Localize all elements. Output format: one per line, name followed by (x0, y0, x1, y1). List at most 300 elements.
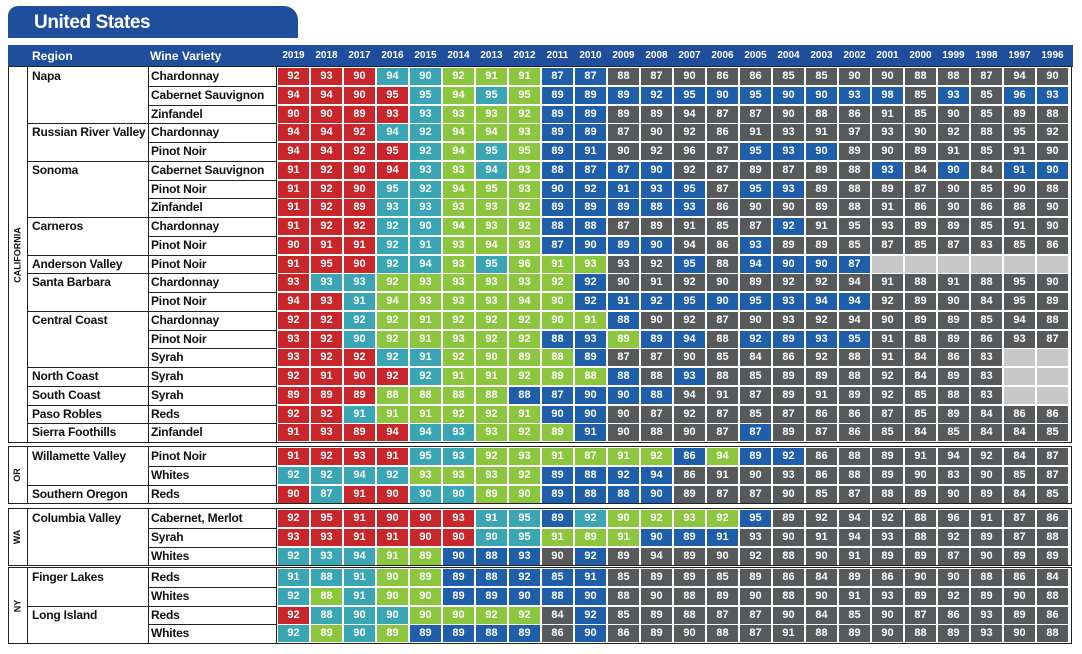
score-cell: 92 (509, 607, 540, 624)
score-cell: 87 (641, 349, 672, 366)
score-cell: 92 (1037, 124, 1068, 141)
variety-label: Zinfandel (151, 200, 203, 215)
score-cell: 93 (443, 331, 474, 348)
score-cell: 90 (773, 529, 804, 546)
score-cell: 89 (839, 569, 870, 586)
score-cell: 90 (377, 510, 408, 527)
score-cell: 90 (806, 143, 837, 160)
score-cell: 88 (542, 331, 573, 348)
score-cell: 94 (443, 218, 474, 235)
score-cell: 91 (839, 548, 870, 565)
score-cell: 90 (872, 143, 903, 160)
year-header-2011: 2011 (546, 50, 569, 61)
score-cell: 89 (575, 199, 606, 216)
score-cell: 88 (971, 274, 1002, 291)
score-cell: 94 (311, 124, 342, 141)
score-cell: 91 (542, 529, 573, 546)
year-header-2013: 2013 (480, 50, 503, 61)
score-cell: 93 (278, 274, 309, 291)
score-cell: 85 (773, 68, 804, 85)
score-cell: 91 (806, 218, 837, 235)
year-header-2014: 2014 (447, 50, 470, 61)
score-cell: 89 (344, 199, 375, 216)
score-cell: 85 (1004, 467, 1035, 484)
score-cell: 89 (1037, 293, 1068, 310)
score-cell: 93 (806, 331, 837, 348)
score-cell: 91 (344, 510, 375, 527)
score-cell: 93 (476, 293, 507, 310)
score-cell: 87 (707, 143, 738, 160)
score-cell: 88 (839, 199, 870, 216)
score-cell: 91 (344, 406, 375, 423)
score-cell: 88 (707, 331, 738, 348)
score-cell: 93 (872, 162, 903, 179)
score-cell: 93 (443, 106, 474, 123)
score-cell: 93 (443, 467, 474, 484)
score-cell: 90 (773, 87, 804, 104)
score-cell: 85 (608, 569, 639, 586)
score-cell: 87 (971, 68, 1002, 85)
score-cell: 93 (773, 293, 804, 310)
score-cell: 88 (1037, 625, 1068, 642)
score-cell: 92 (740, 331, 771, 348)
score-cell: 94 (377, 162, 408, 179)
variety-label: Whites (151, 626, 190, 641)
score-cell: 89 (443, 588, 474, 605)
score-cell: 91 (278, 162, 309, 179)
score-cell: 91 (707, 467, 738, 484)
score-cell: 92 (377, 218, 408, 235)
score-cell: 86 (707, 199, 738, 216)
score-cell: 94 (476, 124, 507, 141)
score-cell: 83 (971, 237, 1002, 254)
variety-label: Chardonnay (151, 125, 220, 140)
score-cell: 93 (311, 548, 342, 565)
score-cell: 91 (410, 406, 441, 423)
region-label: Paso Robles (32, 406, 102, 421)
score-cell: 86 (707, 124, 738, 141)
score-cell: 89 (344, 387, 375, 404)
score-cell: 88 (905, 625, 936, 642)
score-cell: 85 (938, 424, 969, 441)
score-cell: 87 (938, 548, 969, 565)
region-label: Russian River Valley (32, 125, 146, 140)
score-cell: 90 (938, 162, 969, 179)
variety-label: Zinfandel (151, 425, 203, 440)
score-cell: 90 (410, 529, 441, 546)
score-cell: 88 (806, 106, 837, 123)
score-cell: 85 (839, 237, 870, 254)
score-cell: 90 (1004, 181, 1035, 198)
score-cell: 91 (806, 387, 837, 404)
score-cell: 92 (443, 406, 474, 423)
score-cell: 88 (608, 312, 639, 329)
score-cell: 89 (806, 237, 837, 254)
score-cell: 91 (1004, 162, 1035, 179)
score-cell: 89 (872, 448, 903, 465)
state-label: WA (12, 529, 22, 545)
score-cell: 90 (1037, 143, 1068, 160)
region-label: North Coast (32, 369, 99, 383)
score-cell: 95 (740, 293, 771, 310)
score-cell: 93 (311, 424, 342, 441)
score-cell: 95 (1004, 274, 1035, 291)
score-cell: 86 (872, 569, 903, 586)
score-cell: 86 (806, 448, 837, 465)
score-cell: 92 (773, 448, 804, 465)
score-cell (1004, 368, 1035, 385)
score-cell: 90 (872, 625, 903, 642)
score-cell: 90 (674, 424, 705, 441)
score-cell: 94 (377, 68, 408, 85)
score-cell: 87 (839, 486, 870, 503)
score-cell: 89 (839, 143, 870, 160)
score-cell: 87 (1037, 331, 1068, 348)
score-cell: 90 (641, 529, 672, 546)
score-cell: 93 (410, 274, 441, 291)
variety-label: Zinfandel (151, 106, 203, 121)
score-cell: 88 (773, 588, 804, 605)
score-cell: 85 (971, 87, 1002, 104)
score-cell: 89 (773, 387, 804, 404)
score-cell: 87 (740, 387, 771, 404)
variety-label: Chardonnay (151, 219, 220, 233)
score-cell: 92 (278, 312, 309, 329)
score-cell: 90 (575, 387, 606, 404)
score-cell: 91 (938, 274, 969, 291)
score-cell: 93 (971, 607, 1002, 624)
score-cell: 94 (674, 331, 705, 348)
score-cell: 89 (575, 124, 606, 141)
score-cell: 94 (839, 293, 870, 310)
score-cell: 93 (509, 548, 540, 565)
score-cell: 91 (542, 448, 573, 465)
score-cell: 92 (509, 331, 540, 348)
score-cell: 85 (971, 143, 1002, 160)
score-cell: 88 (839, 181, 870, 198)
score-cell: 92 (344, 218, 375, 235)
score-cell: 87 (575, 448, 606, 465)
score-cell: 89 (674, 529, 705, 546)
variety-divider (276, 67, 277, 442)
score-cell: 91 (707, 387, 738, 404)
score-cell: 94 (344, 548, 375, 565)
score-cell: 88 (476, 548, 507, 565)
score-cell: 92 (311, 181, 342, 198)
score-cell: 88 (410, 387, 441, 404)
score-cell: 92 (476, 607, 507, 624)
score-cell: 91 (278, 218, 309, 235)
score-cell: 87 (707, 424, 738, 441)
score-cell: 91 (344, 588, 375, 605)
score-cell: 90 (377, 569, 408, 586)
score-cell: 89 (971, 588, 1002, 605)
score-cell: 95 (1004, 124, 1035, 141)
score-cell: 91 (641, 274, 672, 291)
score-cell: 92 (410, 143, 441, 160)
score-cell: 87 (773, 406, 804, 423)
state-divider (27, 447, 28, 503)
score-cell: 92 (872, 510, 903, 527)
score-cell: 86 (1037, 510, 1068, 527)
score-cell: 95 (377, 87, 408, 104)
score-cell: 95 (476, 181, 507, 198)
score-cell: 91 (1004, 143, 1035, 160)
score-cell: 90 (443, 486, 474, 503)
score-cell: 88 (311, 607, 342, 624)
score-cell: 92 (311, 349, 342, 366)
score-cell: 87 (707, 312, 738, 329)
score-cell: 89 (410, 569, 441, 586)
score-cell: 95 (377, 143, 408, 160)
score-cell: 90 (1037, 218, 1068, 235)
score-cell: 94 (674, 237, 705, 254)
variety-label: Cabernet Sauvignon (151, 162, 265, 177)
score-cell: 88 (707, 625, 738, 642)
score-cell: 92 (476, 312, 507, 329)
score-cell: 90 (806, 548, 837, 565)
score-cell: 90 (542, 181, 573, 198)
score-cell: 89 (971, 486, 1002, 503)
score-cell: 93 (740, 529, 771, 546)
score-cell: 83 (938, 467, 969, 484)
score-cell: 85 (971, 106, 1002, 123)
state-label: OR (12, 468, 22, 482)
score-cell: 91 (1004, 218, 1035, 235)
score-cell: 95 (740, 181, 771, 198)
state-label: NY (12, 599, 22, 612)
score-cell: 89 (740, 448, 771, 465)
score-cell: 84 (806, 569, 837, 586)
score-cell: 92 (344, 143, 375, 160)
variety-label: Whites (151, 588, 190, 603)
score-cell: 94 (278, 87, 309, 104)
score-cell: 89 (740, 274, 771, 291)
score-cell: 90 (410, 218, 441, 235)
score-cell: 88 (905, 529, 936, 546)
score-cell: 96 (1004, 87, 1035, 104)
score-cell: 93 (443, 199, 474, 216)
score-cell: 89 (1004, 548, 1035, 565)
score-cell: 91 (872, 349, 903, 366)
score-cell: 95 (839, 331, 870, 348)
score-cell: 84 (905, 162, 936, 179)
score-cell: 89 (542, 368, 573, 385)
score-cell: 91 (608, 293, 639, 310)
score-cell: 94 (278, 124, 309, 141)
score-cell: 89 (641, 331, 672, 348)
score-cell: 91 (707, 529, 738, 546)
score-cell: 91 (674, 218, 705, 235)
score-cell: 90 (542, 293, 573, 310)
score-cell: 89 (608, 199, 639, 216)
score-cell: 93 (740, 237, 771, 254)
score-cell: 92 (641, 448, 672, 465)
score-cell: 90 (1004, 588, 1035, 605)
score-cell: 90 (410, 486, 441, 503)
score-cell: 87 (740, 625, 771, 642)
score-cell: 91 (476, 368, 507, 385)
score-cell: 94 (410, 256, 441, 273)
score-cell: 87 (608, 218, 639, 235)
score-cell: 92 (443, 68, 474, 85)
score-cell: 86 (839, 424, 870, 441)
score-cell: 88 (1037, 588, 1068, 605)
score-cell: 85 (707, 218, 738, 235)
score-cell: 89 (542, 143, 573, 160)
score-cell: 94 (938, 448, 969, 465)
score-cell: 90 (674, 625, 705, 642)
score-cell: 93 (872, 124, 903, 141)
state-label: CALIFORNIA (12, 226, 22, 283)
score-cell: 89 (905, 312, 936, 329)
score-cell: 90 (575, 237, 606, 254)
score-cell: 84 (1004, 486, 1035, 503)
year-header-1996: 1996 (1041, 50, 1064, 61)
score-cell: 92 (575, 607, 606, 624)
score-cell: 92 (674, 124, 705, 141)
score-cell: 92 (509, 424, 540, 441)
score-cell: 90 (410, 68, 441, 85)
score-cell: 84 (971, 293, 1002, 310)
score-cell: 91 (377, 448, 408, 465)
score-cell: 95 (674, 87, 705, 104)
score-cell: 92 (377, 256, 408, 273)
score-cell: 90 (344, 181, 375, 198)
score-cell: 91 (344, 293, 375, 310)
year-header-2002: 2002 (843, 50, 866, 61)
score-cell: 89 (839, 387, 870, 404)
score-cell: 86 (740, 68, 771, 85)
score-cell: 92 (872, 293, 903, 310)
score-cell: 88 (575, 486, 606, 503)
score-cell: 89 (773, 331, 804, 348)
variety-label: Pinot Noir (151, 294, 207, 308)
score-cell: 92 (806, 349, 837, 366)
score-cell: 88 (971, 124, 1002, 141)
score-cell: 90 (278, 106, 309, 123)
score-cell: 87 (707, 162, 738, 179)
score-cell: 90 (971, 467, 1002, 484)
score-cell: 93 (575, 256, 606, 273)
score-cell: 87 (707, 607, 738, 624)
score-cell: 89 (773, 424, 804, 441)
score-cell: 91 (872, 106, 903, 123)
score-cell: 93 (773, 312, 804, 329)
score-cell: 91 (938, 143, 969, 160)
score-cell: 89 (905, 293, 936, 310)
score-cell: 92 (575, 548, 606, 565)
score-cell: 90 (773, 486, 804, 503)
score-cell: 85 (707, 569, 738, 586)
score-cell: 87 (1004, 510, 1035, 527)
score-cell: 90 (806, 256, 837, 273)
score-cell: 92 (806, 510, 837, 527)
score-cell: 88 (872, 486, 903, 503)
score-cell: 94 (476, 237, 507, 254)
year-header-2010: 2010 (579, 50, 602, 61)
score-cell: 88 (839, 467, 870, 484)
score-cell: 88 (542, 162, 573, 179)
score-cell: 86 (971, 331, 1002, 348)
score-cell: 90 (1037, 199, 1068, 216)
score-cell: 87 (773, 162, 804, 179)
score-cell: 89 (641, 607, 672, 624)
score-cell: 90 (509, 486, 540, 503)
score-cell: 84 (905, 424, 936, 441)
score-cell: 89 (608, 87, 639, 104)
score-cell: 92 (278, 548, 309, 565)
score-cell: 94 (344, 467, 375, 484)
region-divider (148, 509, 149, 565)
score-cell: 89 (476, 588, 507, 605)
score-cell: 94 (443, 181, 474, 198)
score-cell: 92 (575, 293, 606, 310)
score-cell: 89 (575, 529, 606, 546)
score-cell: 91 (344, 529, 375, 546)
variety-label: Syrah (151, 369, 184, 383)
score-cell: 90 (707, 274, 738, 291)
score-cell: 91 (410, 312, 441, 329)
score-cell: 90 (278, 486, 309, 503)
score-cell: 92 (509, 569, 540, 586)
score-cell: 88 (575, 467, 606, 484)
score-cell: 92 (377, 274, 408, 291)
score-cell: 90 (377, 588, 408, 605)
page-title: United States (34, 12, 151, 33)
score-cell: 88 (542, 218, 573, 235)
score-cell: 92 (476, 448, 507, 465)
score-cell: 92 (311, 406, 342, 423)
score-cell: 90 (740, 467, 771, 484)
score-cell: 92 (311, 199, 342, 216)
score-cell: 90 (443, 548, 474, 565)
score-cell: 88 (311, 588, 342, 605)
region-label: Willamette Valley (32, 449, 126, 463)
score-cell: 89 (1004, 607, 1035, 624)
score-cell: 88 (311, 569, 342, 586)
score-cell: 90 (410, 588, 441, 605)
score-cell: 86 (1004, 406, 1035, 423)
score-cell: 89 (608, 548, 639, 565)
score-cell: 90 (608, 510, 639, 527)
score-cell: 91 (377, 548, 408, 565)
score-cell: 93 (773, 124, 804, 141)
score-cell: 86 (674, 467, 705, 484)
score-cell: 89 (674, 569, 705, 586)
score-cell: 85 (806, 486, 837, 503)
score-cell: 90 (344, 162, 375, 179)
score-cell: 93 (509, 237, 540, 254)
score-cell: 85 (1037, 486, 1068, 503)
score-cell: 89 (674, 486, 705, 503)
score-cell: 92 (311, 331, 342, 348)
score-cell: 94 (311, 143, 342, 160)
score-cell: 89 (1004, 106, 1035, 123)
score-cell: 90 (707, 87, 738, 104)
region-header: Region (32, 49, 73, 63)
score-cell: 87 (905, 181, 936, 198)
score-cell: 90 (938, 486, 969, 503)
score-cell: 90 (344, 625, 375, 642)
year-header-1999: 1999 (942, 50, 965, 61)
score-cell: 91 (410, 331, 441, 348)
score-cell: 93 (674, 199, 705, 216)
score-cell: 84 (905, 349, 936, 366)
score-cell: 93 (872, 218, 903, 235)
year-header-2019: 2019 (282, 50, 305, 61)
score-cell: 90 (641, 237, 672, 254)
